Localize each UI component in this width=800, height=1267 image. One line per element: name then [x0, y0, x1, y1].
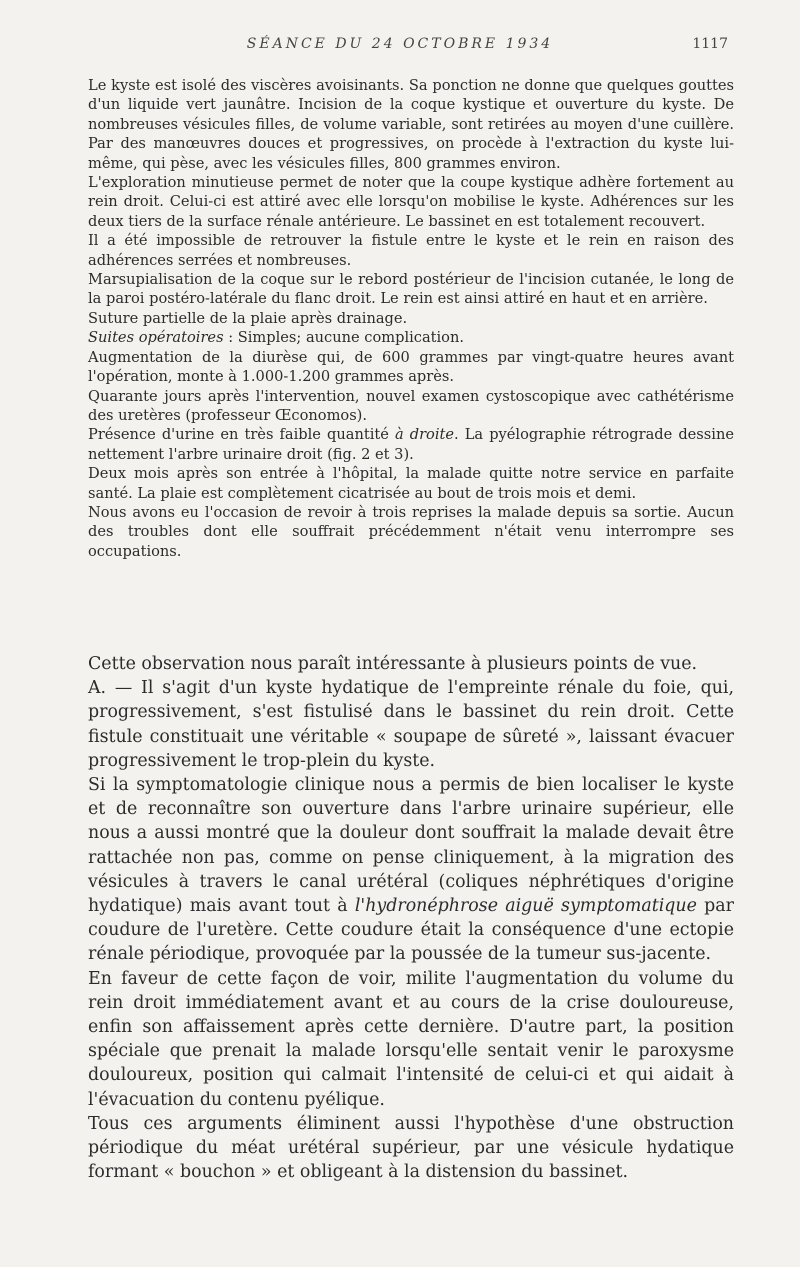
text-span: par coudure de l'uretère. Cette coudure était la conséquence d'une ectopie rénale périodique, provoquée par la poussée de la tumeur sus-jacente.: [88, 896, 734, 965]
paragraph: [88, 328, 734, 347]
paragraph: Marsupialisation de la coque sur le rebord postérieur de l'incision cutanée, le long de la paroi postéro-latérale du flanc droit. Le rein est ainsi attiré en haut et en arrière.: [88, 271, 734, 308]
italic-text: à droite: [394, 426, 455, 444]
paragraph: [88, 773, 734, 967]
paragraph: En faveur de cette façon de voir, milite l'augmentation du volume du rein droit immédiatement avant et au cours de la crise douloureuse, enfin son affaissement après cette dernière. D'autre part, la position spéciale que prenait la malade lorsqu'elle sentait venir le paroxysme douloureux, position qui calmait l'intensité de celui-ci et qui aidait à l'évacuation du contenu pyélique.: [88, 968, 734, 1110]
paragraph: Le kyste est isolé des viscères avoisinants. Sa ponction ne donne que quelques gouttes d'un liquide vert jaunâtre. Incision de la coque kystique et ouverture du kyste. De nombreuses vésicules filles, de volume variable, sont retirées au moyen d'une cuillère. Par des manœuvres douces et progressives, on procède à l'extraction du kyste lui-même, qui pèse, avec les vésicules filles, 800 grammes environ.: [88, 77, 734, 172]
page-number: 1117: [692, 36, 728, 52]
paragraph: Il a été impossible de retrouver la fistule entre le kyste et le rein en raison des adhérences serrées et nombreuses.: [88, 232, 734, 269]
text-span: . La pyélographie rétrograde dessine nettement l'arbre urinaire droit (fig. 2 et 3).: [88, 426, 734, 463]
paragraph: Augmentation de la diurèse qui, de 600 grammes par vingt-quatre heures avant l'opération, monte à 1.000-1.200 grammes après.: [88, 348, 734, 386]
running-header: [0, 36, 800, 56]
paragraph: Tous ces arguments éliminent aussi l'hypothèse d'une obstruction périodique du méat urétéral supérieur, par une vésicule hydatique formant « bouchon » et obligeant à la distension du bassinet.: [88, 1113, 734, 1183]
text-span: : Simples; aucune complication.: [223, 329, 465, 347]
text-span: Présence d'urine en très faible quantité: [88, 426, 395, 444]
italic-text: l'hydronéphrose aiguë symptomatique: [354, 896, 697, 917]
paragraph: Nous avons eu l'occasion de revoir à trois reprises la malade depuis sa sortie. Aucun des troubles dont elle souffrait précédemment n'était venu interrompre ses occupations.: [88, 503, 734, 560]
paragraph: Cette observation nous paraît intéressante à plusieurs points de vue.: [88, 654, 698, 674]
paragraph: A. — Il s'agit d'un kyste hydatique de l'empreinte rénale du foie, qui, progressivement, s'est fistulisé dans le bassinet du rein droit. Cette fistule constituait une véritable « soupape de sûreté », laissant évacuer progressivement le trop-plein du kyste.: [88, 678, 734, 771]
paragraph: Quarante jours après l'intervention, nouvel examen cystoscopique avec cathétérisme des uretères (professeur Œconomos).: [88, 387, 734, 424]
observation-text: [88, 76, 734, 561]
paragraph: Suture partielle de la plaie après drainage.: [88, 309, 408, 327]
paragraph: [88, 425, 734, 464]
text-span: Si la symptomatologie clinique nous a permis de bien localiser le kyste et de reconnaître son ouverture dans l'arbre urinaire supérieur, elle nous a aussi montré que la douleur dont souffrait la malade devait être rattachée non pas, comme on pense cliniquement, à la migration des vésicules à travers le canal urétéral (coliques néphrétiques d'origine hydatique) mais avant tout à: [88, 775, 734, 917]
discussion-text: [88, 652, 734, 1184]
italic-heading: Suites opératoires: [88, 329, 224, 347]
paragraph: L'exploration minutieuse permet de noter que la coupe kystique adhère fortement au rein droit. Celui-ci est attiré avec elle lorsqu'on mobilise le kyste. Adhérences sur les deux tiers de la surface rénale antérieure. Le bassinet en est totalement recouvert.: [88, 174, 734, 230]
paragraph: Deux mois après son entrée à l'hôpital, la malade quitte notre service en parfaite santé. La plaie est complètement cicatrisée au bout de trois mois et demi.: [88, 465, 734, 502]
header-title: SÉANCE DU 24 OCTOBRE 1934: [246, 36, 554, 52]
